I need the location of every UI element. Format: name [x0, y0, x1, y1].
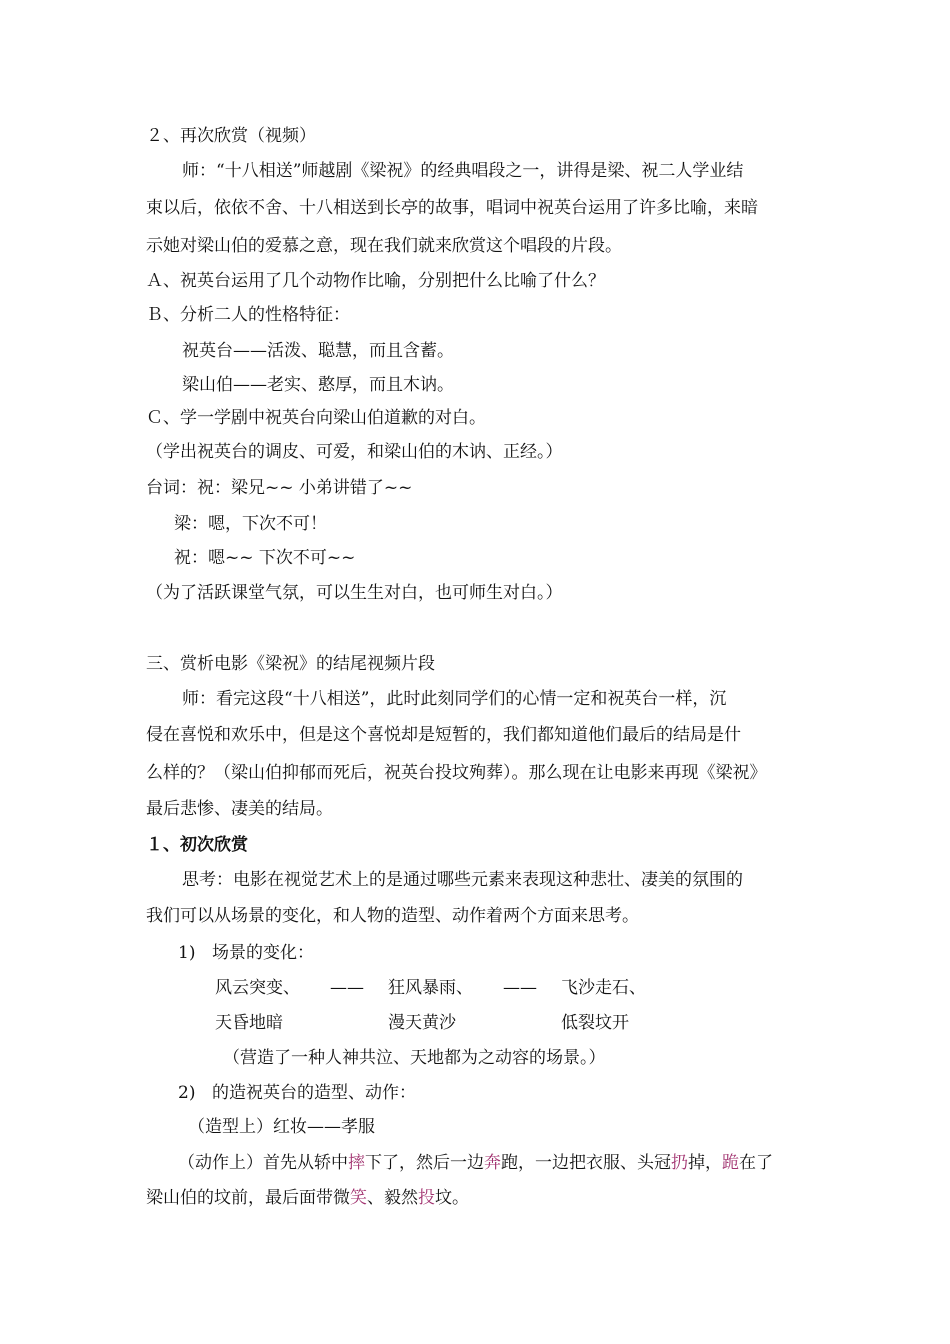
dialogue-line: 梁：嗯，下次不可！: [174, 514, 327, 534]
highlighted-verb: 笑: [350, 1188, 367, 1208]
section-heading: ２、再次欣赏（视频）: [146, 126, 316, 146]
scene-item: 天昏地暗: [215, 1013, 283, 1033]
paragraph-line: 最后悲惨、凄美的结局。: [146, 799, 333, 819]
paragraph-line: 师：“十八相送”师越剧《梁祝》的经典唱段之一，讲得是梁、祝二人学业结: [182, 161, 744, 181]
paragraph-line: 侵在喜悦和欢乐中，但是这个喜悦却是短暂的，我们都知道他们最后的结局是什: [146, 725, 741, 745]
list-number: 1): [178, 943, 196, 963]
section-heading: 三、赏析电影《梁祝》的结尾视频片段: [146, 654, 435, 674]
text-run: 、毅然: [367, 1188, 418, 1208]
list-item: 场景的变化：: [212, 943, 314, 963]
dash-separator: ——: [330, 978, 364, 998]
paragraph-line: 束以后，依依不舍、十八相送到长亭的故事，唱词中祝英台运用了许多比喻，来暗: [146, 198, 758, 218]
highlighted-verb: 扔: [671, 1153, 688, 1173]
highlighted-verb: 摔: [348, 1153, 365, 1173]
paragraph-line: （造型上）红妆——孝服: [188, 1117, 375, 1137]
text-run: 下了，然后一边: [365, 1153, 484, 1173]
list-item: 的造祝英台的造型、动作：: [212, 1083, 416, 1103]
question-b: Ｂ、分析二人的性格特征：: [146, 305, 350, 325]
text-run: 掉，: [688, 1153, 722, 1173]
highlighted-verb: 奔: [484, 1153, 501, 1173]
text-run: 梁山伯的坟前，最后面带微: [146, 1188, 350, 1208]
text-run: （动作上）首先从轿中: [178, 1153, 348, 1173]
paragraph-line: 示她对梁山伯的爱慕之意，现在我们就来欣赏这个唱段的片段。: [146, 236, 622, 256]
highlighted-verb: 投: [418, 1188, 435, 1208]
scene-item: 风云突变、: [215, 978, 300, 998]
scene-item: 漫天黄沙: [388, 1013, 456, 1033]
note-line: （营造了一种人神共泣、天地都为之动容的场景。）: [223, 1048, 606, 1068]
list-number: 2): [178, 1083, 196, 1103]
character-trait-zhu: 祝英台——活泼、聪慧，而且含蓄。: [182, 341, 454, 361]
paragraph-line: [178, 1152, 773, 1174]
text-run: 跑，一边把衣服、头冠: [501, 1153, 671, 1173]
text-run: 在了: [739, 1153, 773, 1173]
character-trait-liang: 梁山伯——老实、憨厚，而且木讷。: [182, 375, 454, 395]
scene-item: 低裂坟开: [561, 1013, 629, 1033]
subsection-heading: １、初次欣赏: [146, 835, 248, 855]
paragraph-line: [146, 1187, 469, 1209]
scene-item: 狂风暴雨、: [388, 978, 473, 998]
question-a: Ａ、祝英台运用了几个动物作比喻，分别把什么比喻了什么？: [146, 271, 605, 291]
dash-separator: ——: [503, 978, 537, 998]
paragraph-line: 我们可以从场景的变化，和人物的造型、动作着两个方面来思考。: [146, 906, 639, 926]
scene-item: 飞沙走石、: [561, 978, 646, 998]
note-line: （为了活跃课堂气氛，可以生生对白，也可师生对白。）: [146, 583, 563, 603]
note-line: （学出祝英台的调皮、可爱，和梁山伯的木讷、正经。）: [146, 442, 563, 462]
dialogue-line: 台词：祝：梁兄~~ 小弟讲错了~~: [146, 478, 413, 498]
paragraph-line: 么样的？（梁山伯抑郁而死后，祝英台投坟殉葬）。那么现在让电影来再现《梁祝》: [146, 763, 767, 783]
paragraph-line: 师：看完这段“十八相送”，此时此刻同学们的心情一定和祝英台一样，沉: [182, 689, 727, 709]
question-c: Ｃ、学一学剧中祝英台向梁山伯道歉的对白。: [146, 408, 486, 428]
paragraph-line: 思考：电影在视觉艺术上的是通过哪些元素来表现这种悲壮、凄美的氛围的: [182, 870, 743, 890]
text-run: 坟。: [435, 1188, 469, 1208]
highlighted-verb: 跪: [722, 1153, 739, 1173]
dialogue-line: 祝：嗯~~ 下次不可~~: [174, 548, 356, 568]
